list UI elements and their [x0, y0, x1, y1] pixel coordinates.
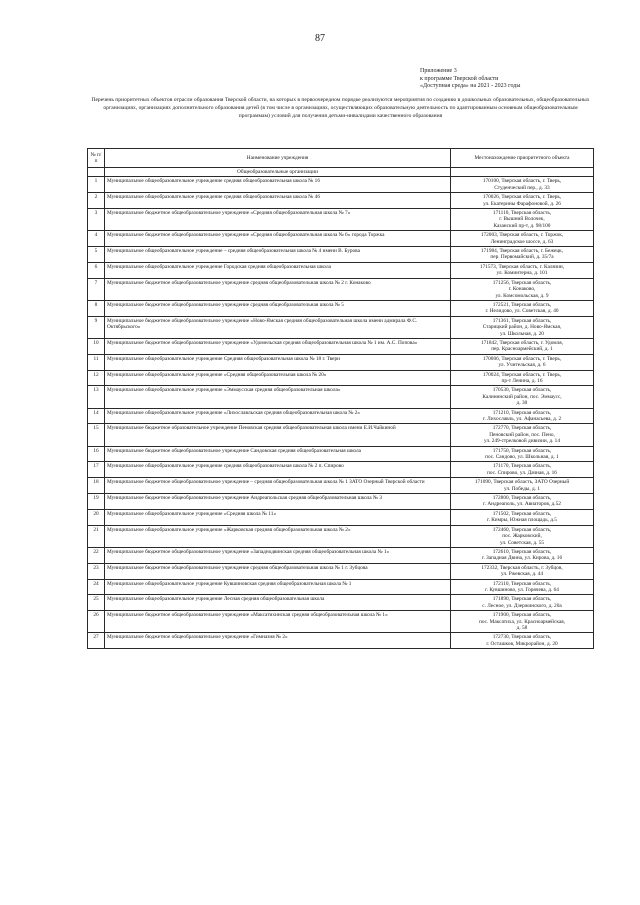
institution-name: Муниципальное бюджетное общеобразовательное учреждение средняя общеобразовательная школа № 5: [105, 300, 451, 316]
institution-location: [451, 231, 594, 247]
institution-location: [451, 509, 594, 525]
row-number: 14: [88, 408, 105, 424]
row-number: 7: [88, 278, 105, 300]
location-line: 171502, Тверская область,: [492, 510, 552, 517]
location-line: 171890, Тверская область,: [492, 596, 552, 603]
row-number: 22: [88, 547, 105, 563]
location-line: ул. Комсомольская, д. 9: [495, 292, 549, 299]
location-line: с. Лесное, ул. Дзержинского, д. 20а: [482, 602, 562, 609]
institution-name: Муниципальное бюджетное общеобразовательное учреждение «Максатихинская средняя общеобразовательная школа № 1»: [105, 611, 451, 633]
table-row: [88, 611, 594, 633]
institution-name: Муниципальное бюджетное общеобразовательное учреждение средняя общеобразовательная школа № 2 г. Конаково: [105, 278, 451, 300]
institution-name: Муниципальное бюджетное общеобразовательное учреждение «Средняя общеобразовательная школа № 7»: [105, 209, 451, 231]
location-line: 171900, Тверская область,: [492, 612, 552, 619]
location-line: Студенческий пер., д. 33: [494, 184, 550, 191]
location-line: г. Кувшиново, ул. Горячева, д. 64: [485, 586, 559, 593]
table-row: [88, 478, 594, 494]
location-line: пос. Жарковский,: [502, 533, 542, 540]
institution-location: [451, 408, 594, 424]
institution-location: [451, 595, 594, 611]
institution-location: [451, 478, 594, 494]
row-number: 11: [88, 354, 105, 370]
location-line: 170530, Тверская область,: [492, 387, 552, 394]
institution-location: [451, 563, 594, 579]
table-row: [88, 386, 594, 408]
location-line: пос. Спирово, ул. Дачная, д. 16: [487, 469, 557, 476]
institution-location: [451, 177, 594, 193]
institution-location: [451, 633, 594, 649]
appendix-caption: [420, 68, 600, 91]
table-row: [88, 338, 594, 354]
row-number: 21: [88, 525, 105, 547]
institution-location: [451, 193, 594, 209]
institution-name: Муниципальное общеобразовательное учреждение Кувшиновская средняя общеобразовательная школа № 1: [105, 579, 451, 595]
location-line: 171090, Тверская область, ЗАТО Озерный: [474, 479, 570, 486]
location-line: 171750, Тверская область,: [492, 447, 552, 454]
table-row: [88, 633, 594, 649]
table-row: [88, 247, 594, 263]
institution-location: [451, 547, 594, 563]
location-line: г. Вышний Волочек,: [499, 216, 545, 223]
institution-location: [451, 525, 594, 547]
row-number: 15: [88, 424, 105, 446]
institution-name: Муниципальное общеобразовательное учреждение средняя общеобразовательная школа № 16: [105, 177, 451, 193]
institution-location: [451, 370, 594, 386]
table-row: [88, 462, 594, 478]
table-row: [88, 408, 594, 424]
location-line: 171984, Тверская область, г. Бежецк,: [480, 248, 564, 255]
location-line: д. 30: [516, 400, 528, 407]
location-line: 172110, Тверская область,: [492, 580, 552, 587]
institution-location: [451, 338, 594, 354]
row-number: 9: [88, 316, 105, 338]
page-number: 87: [315, 33, 325, 44]
row-number: 26: [88, 611, 105, 633]
row-number: 10: [88, 338, 105, 354]
location-line: 170024, Тверская область, г. Тверь,: [482, 371, 562, 378]
location-line: ул. Ржевская, д. 44: [501, 571, 543, 578]
location-line: 171170, Тверская область,: [492, 463, 552, 470]
location-line: 171256, Тверская область,: [492, 279, 552, 286]
row-number: 18: [88, 478, 105, 494]
institution-name: Муниципальное бюджетное общеобразовательное учреждение «Западнодвинская средняя общеобразовательная школа № 1»: [105, 547, 451, 563]
location-line: 172770, Тверская область,: [492, 425, 552, 432]
institution-location: [451, 494, 594, 510]
table-row: [88, 231, 594, 247]
institution-name: Муниципальное общеобразовательное учреждение средняя общеобразовательная школа № 2 п. Спирово: [105, 462, 451, 478]
institution-name: Муниципальное общеобразовательное учреждение «Средняя школа № 11»: [105, 509, 451, 525]
location-line: 172332, Тверская область, г. Зубцов,: [481, 564, 563, 571]
priority-objects-table: [87, 148, 594, 649]
location-line: 172610, Тверская область,: [492, 548, 552, 555]
location-line: 170100, Тверская область, г. Тверь,: [482, 178, 562, 185]
location-line: 172730, Тверская область,: [492, 634, 552, 641]
appendix-line-2: к программе Тверской области: [420, 75, 499, 82]
location-line: г. Лихославль, ул. Афанасьева, д. 2: [482, 416, 562, 422]
location-line: г. Конаково,: [508, 286, 536, 293]
location-line: г. Кимры, Южная площадь, д.5: [487, 517, 557, 524]
location-line: 172003, Тверская область, г. Торжок,: [480, 232, 564, 239]
location-line: г. Нелидово, ул. Советская, д. 40: [485, 308, 559, 315]
location-line: Казанский пр-т, д. 98/100: [493, 222, 551, 229]
row-number: 24: [88, 579, 105, 595]
institution-location: [451, 247, 594, 263]
table-row: [88, 563, 594, 579]
location-line: 170006, Тверская область, г. Тверь,: [482, 355, 562, 362]
institution-location: [451, 300, 594, 316]
table-row: [88, 509, 594, 525]
institution-location: [451, 386, 594, 408]
institution-location: [451, 611, 594, 633]
location-line: 171842, Тверская область, г. Удомля,: [480, 339, 564, 346]
table-row: [88, 547, 594, 563]
appendix-line-3: «Доступная среда» на 2021 - 2023 годы: [420, 83, 521, 89]
institution-location: [451, 278, 594, 300]
location-line: ул. 249-стрелковой дивизии, д. 14: [484, 438, 560, 445]
section-row: [88, 168, 594, 177]
location-line: Пеновский район, пос. Пено,: [489, 431, 555, 438]
table-row: [88, 300, 594, 316]
institution-name: Муниципальное общеобразовательное учреждение Городская средняя общеобразовательная школа: [105, 262, 451, 278]
location-line: 170026, Тверская область, г. Тверь,: [482, 194, 562, 201]
table-row: [88, 370, 594, 386]
institution-name: Муниципальное общеобразовательное учреждение «Лихославльская средняя общеобразовательная школа № 2»: [105, 408, 451, 424]
institution-name: Муниципальное общеобразовательное учреждение средняя общеобразовательная школа № 46: [105, 193, 451, 209]
row-number: 23: [88, 563, 105, 579]
institution-name: Муниципальное общеобразовательное учреждение «Средняя общеобразовательная школа № 20»: [105, 370, 451, 386]
table-row: [88, 209, 594, 231]
location-line: Калининский район, пос. Эммаусс,: [482, 393, 562, 400]
table-row: [88, 446, 594, 462]
table-row: [88, 494, 594, 510]
row-number: 4: [88, 231, 105, 247]
location-line: ул. Коминтерна, д. 101: [496, 270, 548, 277]
row-number: 17: [88, 462, 105, 478]
location-line: пр-т Ленина, д. 16: [501, 377, 543, 384]
table-row: [88, 579, 594, 595]
institution-name: Муниципальное бюджетное образовательное учреждение Пеновская средняя общеобразовательная школа имени Е.И.Чайкиной: [105, 424, 451, 446]
institution-name: Муниципальное общеобразовательное учреждение Лесная средняя общеобразовательная школа: [105, 595, 451, 611]
location-line: 172460, Тверская область,: [492, 526, 552, 533]
institution-location: [451, 354, 594, 370]
table-row: [88, 354, 594, 370]
table-row: [88, 193, 594, 209]
institution-location: [451, 262, 594, 278]
column-header-name: Наименование учреждения: [105, 149, 451, 168]
table-body: [88, 168, 594, 649]
institution-name: Муниципальное общеобразовательное учреждение Средняя общеобразовательная школа № 18 г. Твери: [105, 354, 451, 370]
row-number: 6: [88, 262, 105, 278]
table-row: [88, 316, 594, 338]
location-line: г. Андреаполь, ул. Авиаторов, д.52: [483, 501, 561, 508]
row-number: 8: [88, 300, 105, 316]
location-line: ул. Победы, д. 1: [504, 485, 540, 492]
location-line: пер. Первомайский, д. 35/7а: [490, 254, 554, 261]
table-row: [88, 595, 594, 611]
row-number: 2: [88, 193, 105, 209]
institution-location: [451, 209, 594, 231]
institution-location: [451, 316, 594, 338]
location-line: пос. Сандово, ул. Школьная, д. 1: [485, 454, 559, 461]
column-header-number: № п/п: [88, 149, 105, 168]
row-number: 25: [88, 595, 105, 611]
institution-name: Муниципальное бюджетное общеобразовательное учреждение Сандовская средняя общеобразовательная школа: [105, 446, 451, 462]
location-line: ул. Учительская, д. 6: [498, 362, 546, 369]
institution-location: [451, 446, 594, 462]
location-line: Старицкий район, д. Ново-Ямская,: [482, 324, 562, 331]
location-line: г. Западная Двина, ул. Кирова, д. 16: [481, 555, 563, 562]
row-number: 19: [88, 494, 105, 510]
appendix-line-1: Приложение 3: [420, 68, 457, 74]
institution-name: Муниципальное бюджетное общеобразовательное учреждение «Средняя общеобразовательная школа № 6» города Торжка: [105, 231, 451, 247]
row-number: 3: [88, 209, 105, 231]
location-line: ул. Советская, д. 55: [499, 539, 544, 546]
institution-name: Муниципальное общеобразовательное учреждение – средняя общеобразовательная школа № 4 имени В. Бурова: [105, 247, 451, 263]
institution-location: [451, 462, 594, 478]
institution-name: Муниципальное бюджетное общеобразовательное учреждение «Ново-Ямская средняя общеобразовательная школа имени адмирала Ф.С. Октябрьского»: [105, 316, 451, 338]
institution-name: Муниципальное бюджетное общеобразовательное учреждение – средняя общеобразовательная школа № 1 ЗАТО Озерный Тверской области: [105, 478, 451, 494]
location-line: г. Осташков, Микрорайон, д. 20: [486, 640, 558, 647]
table-row: [88, 424, 594, 446]
institution-location: [451, 579, 594, 595]
location-line: 172800, Тверская область,: [492, 495, 552, 502]
institution-name: Муниципальное бюджетное общеобразовательное учреждение Андреапольская средняя общеобразовательная школа № 3: [105, 494, 451, 510]
table-row: [88, 278, 594, 300]
institution-name: Муниципальное общеобразовательное учреждение «Эммаусская средняя общеобразовательная школа»: [105, 386, 451, 408]
row-number: 1: [88, 177, 105, 193]
column-header-location: Местонахождение приоритетного объекта: [451, 149, 594, 168]
row-number: 5: [88, 247, 105, 263]
section-title: Общеобразовательные организации: [105, 168, 451, 177]
location-line: 171110, Тверская область,: [492, 210, 552, 217]
row-number: 16: [88, 446, 105, 462]
location-line: пер. Красноармейский, д. 1: [491, 346, 553, 353]
location-line: ул. Екатерины Фарафоновой, д. 26: [483, 200, 561, 207]
location-line: Ленинградское шоссе, д. 63: [490, 238, 554, 245]
row-number: 20: [88, 509, 105, 525]
table-row: [88, 177, 594, 193]
document-heading: Перечень приоритетных объектов отрасли образования Тверской области, на которых в первоочередном порядке реализуются мероприятия по созданию в дошкольных образовательных, общеобразовательных организациях, организациях дополнительного образования детей (в том числе в организациях, осуществляющих образовательную деятельность по адаптированным основным общеобразовательным программам) условий для получения детьми-инвалидами качественного образования: [91, 97, 590, 119]
location-line: д. 58: [516, 624, 528, 631]
table-row: [88, 525, 594, 547]
row-number: 27: [88, 633, 105, 649]
institution-name: Муниципальное бюджетное общеобразовательное учреждение «Удомельская средняя общеобразовательная школа № 1 им. А.С. Попова»: [105, 338, 451, 354]
institution-name: Муниципальное общеобразовательное учреждение «Жарковская средняя общеобразовательная школа № 2»: [105, 525, 451, 547]
row-number: 13: [88, 386, 105, 408]
table-header-row: [88, 149, 594, 168]
location-line: 171361, Тверская область,: [492, 317, 552, 324]
location-line: ул. Школьная, д. 20: [500, 330, 544, 337]
institution-location: [451, 424, 594, 446]
location-line: 171573, Тверская область, г. Калязин,: [479, 263, 565, 270]
location-line: пос. Максатиха, ул. Красноармейская,: [479, 618, 565, 625]
table-row: [88, 262, 594, 278]
row-number: 12: [88, 370, 105, 386]
institution-name: Муниципальное бюджетное общеобразовательное учреждение «Гимназия № 2»: [105, 633, 451, 649]
institution-name: Муниципальное бюджетное общеобразовательное учреждение средняя общеобразовательная школа № 1 г. Зубцова: [105, 563, 451, 579]
location-line: 171210, Тверская область,: [492, 409, 552, 416]
location-line: 172521, Тверская область,: [492, 301, 552, 308]
